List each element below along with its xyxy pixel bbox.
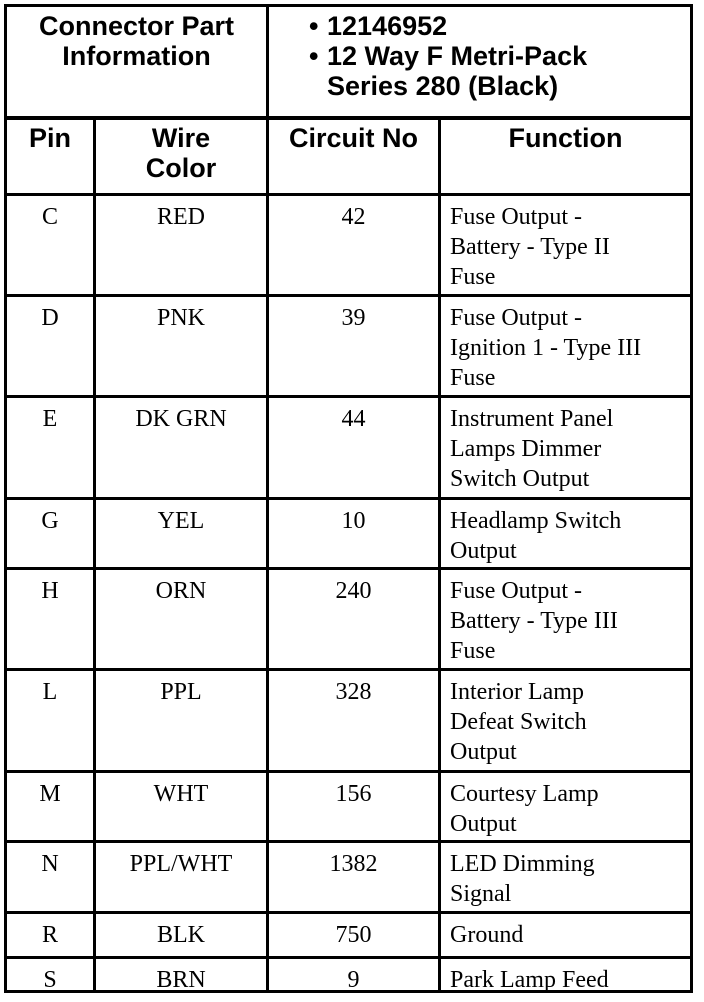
connector-info-line xyxy=(309,11,690,41)
column-header-circuit-no: Circuit No xyxy=(288,123,418,153)
function-cell: Interior Lamp Defeat Switch Output xyxy=(450,679,587,765)
column-header-function: Function xyxy=(508,123,623,153)
wire-color-cell: YEL xyxy=(157,508,205,534)
wire-color-cell: PPL/WHT xyxy=(129,851,233,877)
function-cell: Headlamp Switch Output xyxy=(450,508,622,564)
function-cell: Fuse Output - Battery - Type II Fuse xyxy=(450,204,610,290)
connector-info-line xyxy=(309,71,690,101)
wire-color-cell: BLK xyxy=(157,922,205,948)
column-header-pin: Pin xyxy=(28,123,71,153)
circuit-no-cell: 156 xyxy=(335,781,372,807)
wire-color-cell: BRN xyxy=(156,967,206,993)
column-header-wire-color: Wire Color xyxy=(145,123,217,183)
pin-cell: C xyxy=(41,204,58,230)
circuit-no-cell: 750 xyxy=(335,922,372,948)
wire-color-cell: WHT xyxy=(153,781,209,807)
bullet-icon: • xyxy=(309,41,319,71)
circuit-no-cell: 328 xyxy=(335,679,372,705)
connector-info-text: Series 280 (Black) xyxy=(327,71,559,101)
wire-color-cell: PPL xyxy=(160,679,202,705)
circuit-no-cell: 1382 xyxy=(329,851,378,877)
connector-info-line xyxy=(309,41,690,71)
wire-color-cell: PNK xyxy=(156,305,205,331)
circuit-no-cell: 42 xyxy=(341,204,366,230)
function-cell: Courtesy Lamp Output xyxy=(450,781,599,837)
pin-cell: R xyxy=(41,922,58,948)
connector-part-info xyxy=(269,11,690,116)
wire-color-cell: RED xyxy=(157,204,205,230)
connector-info-text: 12146952 xyxy=(327,11,448,41)
pin-cell: E xyxy=(42,406,58,432)
pin-cell: H xyxy=(41,578,59,604)
circuit-no-cell: 9 xyxy=(347,967,360,993)
circuit-no-cell: 44 xyxy=(341,406,366,432)
pin-cell: S xyxy=(43,967,57,993)
row-divider xyxy=(7,116,690,120)
pin-cell: D xyxy=(41,305,59,331)
circuit-no-cell: 240 xyxy=(335,578,372,604)
function-cell: Fuse Output - Battery - Type III Fuse xyxy=(450,578,618,664)
wire-color-cell: ORN xyxy=(155,578,207,604)
connector-table xyxy=(4,4,693,993)
function-cell: Instrument Panel Lamps Dimmer Switch Output xyxy=(450,406,614,492)
connector-part-label: Connector Part Information xyxy=(38,11,235,71)
function-cell: Park Lamp Feed xyxy=(450,967,609,993)
circuit-no-cell: 39 xyxy=(341,305,366,331)
pin-cell: L xyxy=(42,679,58,705)
pin-cell: M xyxy=(39,781,61,807)
function-cell: Ground xyxy=(450,922,524,948)
bullet-icon: • xyxy=(309,11,319,41)
connector-info-text: 12 Way F Metri-Pack xyxy=(327,41,588,71)
function-cell: Fuse Output - Ignition 1 - Type III Fuse xyxy=(450,305,642,391)
function-cell: LED Dimming Signal xyxy=(450,851,595,907)
pin-cell: N xyxy=(41,851,59,877)
pin-cell: G xyxy=(41,508,59,534)
wire-color-cell: DK GRN xyxy=(135,406,227,432)
circuit-no-cell: 10 xyxy=(341,508,366,534)
